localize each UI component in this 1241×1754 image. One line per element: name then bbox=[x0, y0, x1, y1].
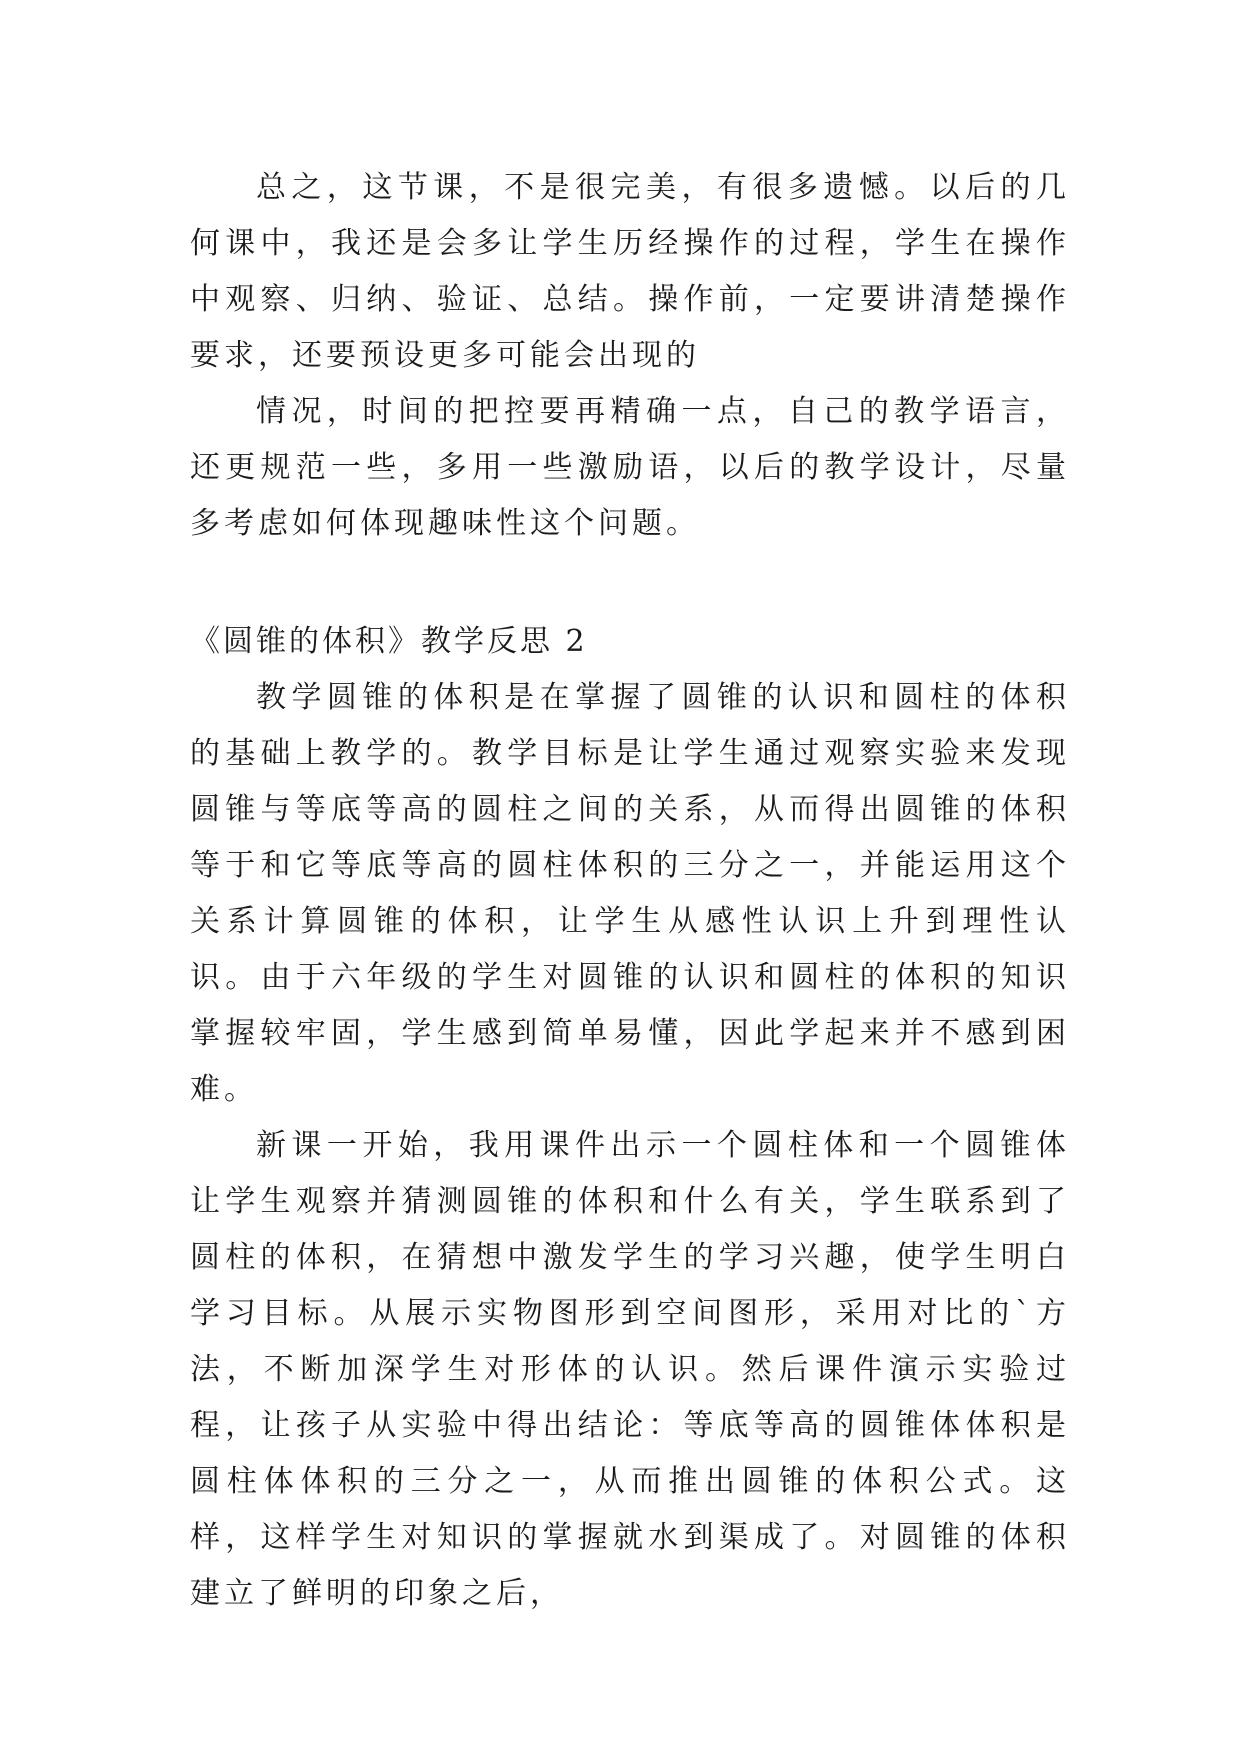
paragraph-summary-continued: 情况，时间的把控要再精确一点，自己的教学语言，还更规范一些，多用一些激励语，以后的教学设计，尽量多考虑如何体现趣味性这个问题。 bbox=[190, 394, 1070, 541]
section-heading: 《圆锥的体积》教学反思 2 bbox=[190, 624, 588, 659]
paragraph-new-lesson: 新课一开始，我用课件出示一个圆柱体和一个圆锥体让学生观察并猜测圆锥的体积和什么有关，学生联系到了圆柱的体积，在猜想中激发学生的学习兴趣，使学生明白学习目标。从展示实物图形到空间图形，采用对比的`方法，不断加深学生对形体的认识。然后课件演示实验过程，让孩子从实验中得出结论：等底等高的圆锥体体积是圆柱体体积的三分之一，从而推出圆锥的体积公式。这样，这样学生对知识的掌握就水到渠成了。对圆锥的体积建立了鲜明的印象之后， bbox=[190, 1128, 1070, 1611]
document-body bbox=[190, 160, 1070, 1622]
paragraph-summary: 总之，这节课，不是很完美，有很多遗憾。以后的几何课中，我还是会多让学生历经操作的过程，学生在操作中观察、归纳、验证、总结。操作前，一定要讲清楚操作要求，还要预设更多可能会出现的 bbox=[190, 170, 1070, 373]
paragraph-teaching-goal: 教学圆锥的体积是在掌握了圆锥的认识和圆柱的体积的基础上教学的。教学目标是让学生通过观察实验来发现圆锥与等底等高的圆柱之间的关系，从而得出圆锥的体积等于和它等底等高的圆柱体积的三分之一，并能运用这个关系计算圆锥的体积，让学生从感性认识上升到理性认识。由于六年级的学生对圆锥的认识和圆柱的体积的知识掌握较牢固，学生感到简单易懂，因此学起来并不感到困难。 bbox=[190, 680, 1070, 1107]
